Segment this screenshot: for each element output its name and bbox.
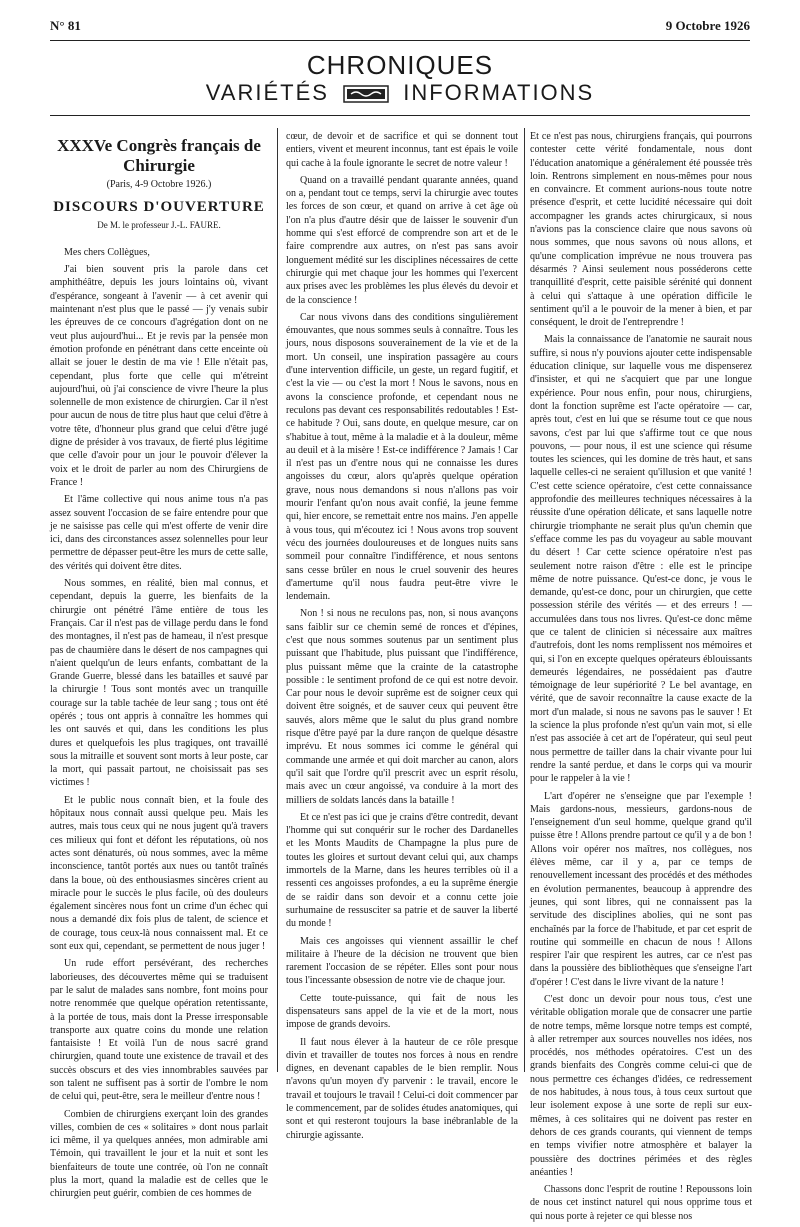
issue-date: 9 Octobre 1926 xyxy=(665,18,750,33)
masthead-subtitle xyxy=(0,80,800,106)
article-heading: DISCOURS D'OUVERTURE xyxy=(53,199,265,216)
column-2 xyxy=(286,130,518,1146)
paragraph: Combien de chirurgiens exerçant loin des grandes villes, combien de ces « solitaires » dont nous parlait ici même, il ya quelques années, mon admirable ami Témoin, qui travaillent le jour et la nuit et sont les bienfaiteurs de toute une contrée, où l'on ne connaît plus la mort, quand la maladie est de celles que le chirurgien peut guérir, combien de ces hommes de xyxy=(50,1108,268,1200)
paragraph: Car nous vivons dans des conditions singulièrement émouvantes, que nous sommes seuls à connaître. Tous les jours, nous disposons souverainement de la vie et de la mort. Un conseil, une inspiration passagère au cours d'une intervention difficile, un geste, un regard fugitif, et c'est la vie — ou c'est la mort ! Nous le savons, nous en avons la conscience profonde, et cependant nous ne reculons pas devant ces responsabilités redoutables ! Est-ce habitude ? Oui, sans doute, en quelque mesure, car on s'habitue à tout, même à la maladie et à la douleur, même au deuil et à la misère ! Est-ce indifférence ? Jamais ! Car il n'est pas un d'entre nous qui ne connaisse les dures angoisses du cœur, alors qu'après quelque opération grave, nous nous demandons si nous n'allons pas voir mourir l'enfant qu'on nous avait confié, la jeune femme qui, hier encore, se remettait entre nos mains. J'en appelle à vous tous, qui m'écoutez ici ! Nous avons trop souvent vécu des journées douloureuses et de longues nuits sans sommeil pour connaître l'indifférence, et nous sentons sans cesse brûler en nous le cruel souvenir des heures d'amertume qu'il nous faudra peut-être vivre le lendemain. xyxy=(286,311,518,603)
article-author: De M. le professeur J.-L. FAURE. xyxy=(97,219,221,230)
column-3 xyxy=(530,130,752,1227)
paragraph: Il faut nous élever à la hauteur de ce rôle presque divin et travailler de toutes nos forces à nous en rendre dignes, en devenant capables de le bien remplir. Nous n'avons qu'un moyen d'y parvenir : le travail, encore le travail et toujours le travail ! Celui-ci doit commencer par le commencement, par de solides études anatomiques, qui sont et qui resteront toujours la base inébranlable de la chirurgie agissante. xyxy=(286,1036,518,1141)
paragraph: Quand on a travaillé pendant quarante années, quand on a, pendant tout ce temps, servi la chirurgie avec toutes les forces de son cœur, et quand on arrive à cet âge où l'on n'a plus d'autre désir que de laisser le souvenir d'un homme qui s'est efforcé de comprendre son art et de le faire comprendre aux autres, on n'est pas sans avoir longuement médité sur les disciplines nécessaires de cette chirurgie qui met chaque jour les hommes qui l'exercent aux prises avec les problèmes les plus élevés du devoir et de la conscience ! xyxy=(286,174,518,306)
paragraph: Chassons donc l'esprit de routine ! Repoussons loin de nous cet instinct naturel qui nous opprime tous et qui nous porte à rejeter ce qui blesse nos xyxy=(530,1184,752,1222)
paragraph: Et l'âme collective qui nous anime tous n'a pas assez souvent l'occasion de se faire entendre pour que je ne saisisse pas celle qui m'est offerte de venir dire ici, dans des circonstances assez solennelles pour leur permettre de dépasser peut-être les murs de cette salle, des vérités qui doivent être dites. xyxy=(50,494,268,572)
top-line xyxy=(50,0,750,40)
salutation: Mes chers Collègues, xyxy=(64,246,150,258)
paragraph: J'ai bien souvent pris la parole dans cet amphithéâtre, depuis les jours lointains où, vivant d'espérance, songeant à l'avenir — à cet avenir qui maintenant n'est plus que le passé — j'y venais subir les épreuves de ce concours d'agrégation dont on ne veut plus aujourd'hui... Et je revis par la pensée mon émotion profonde en pénétrant dans cette enceinte où allait se jouer le destin de ma vie ! Elle n'était pas, cependant, plus forte que celle qui m'étreint aujourd'hui, où j'ai conscience de vivre l'heure la plus solennelle de mon existence de chirurgien. Car il n'est pour aucun de nous de titre plus haut que celui d'être à votre tête, d'honneur plus grand que celui d'être jugé digne de présider à vos travaux, de fierté plus légitime que celle d'avoir pour un jour le pouvoir d'élever la voix et le droit de parler au nom des Chirurgiens de France ! xyxy=(50,264,268,488)
paragraph: cœur, de devoir et de sacrifice et qui se donnent tout entiers, vivent et meurent inconnus, tant est épais le voile qui cache à la foule ignorante le secret de notre valeur ! xyxy=(286,131,518,169)
column-divider xyxy=(524,128,525,1072)
ornament-icon xyxy=(343,85,389,103)
paragraph: Et ce n'est pas nous, chirurgiens français, qui pourrons contester cette vérité fondamentale, nous dont l'éducation anatomique a généralement été poussée très loin. Rentrons simplement en nous-mêmes pour nous en convaincre. Et comment aurions-nous toute notre présence d'esprit, et cette lucidité nécessaire qui doit accompagner les grands actes chirurgicaux, si nous n'avions pas la conscience claire que nous savons où nous sommes, que nous savons où nous allons, et qu'une complication imprévue ne nous trouvera pas désarmés ? Ainsi seulement nous posséderons cette tranquillité d'esprit, cette paisible sérénité qui donnent à celui qui s'attaque à une opération difficile le sentiment qu'il a le pouvoir de la mener à bien, et par conséquent, le droit de l'entreprendre ! xyxy=(530,131,752,329)
paragraph: Mais la connaissance de l'anatomie ne saurait nous suffire, si nous n'y pouvions ajouter cette indispensable éducation clinique, sur laquelle vous me dispenserez d'insister, et qui ne s'acquiert que par une longue expérience. Pour nous enfin, pour nous, chirurgiens, dont la fonction suprême est l'acte opératoire — car, après tout, c'est en lui que se résume tout ce que nous savons, c'est par lui que s'affirme tout ce que nous pouvons, — pour nous, il est une science qui résume toutes les sciences, qui les domine de très haut, et sans laquelle celles-ci ne seraient qu'illusion et que vanité ! C'est cette science opératoire, c'est cette connaissance approfondie des meilleures techniques nécessaires à la réussite d'une opération délicate, et sans laquelle notre chirurgie triomphante ne serait plus qu'un chemin que s'efface comme les pas du voyageur au sable mouvant du désert ! Car cette science opératoire n'est pas seulement notre raison d'être : elle est le principe même de notre puissance. Qu'est-ce donc, je vous le demande, qu'est-ce donc, pour un chirurgien, que cette possession stérile des vérités — et des erreurs ! — accumulées dans tous nos livres. Qu'est-ce donc même que ce talent de clinicien si nécessaire aux maîtres d'autrefois, dont les noms remplissent nos mémoires et qui, si l'on en excepte quelques opérateurs éblouissants demeurés légendaires, ne possédaient pas d'autre témoignage de leur supériorité ? Le bel avantage, en vérité, que de savoir reconnaître la cause exacte de la mort d'un malade, si nous ne savons pas le sauver ! Et la science la plus profonde n'est qu'un vain mot, si elle n'est pas associée à cet art de l'opérateur, qui seul peut nous permettre de tailler dans la chair vivante pour lui rendre la santé perdue, et dans le corps qui va mourir pour le rappeler à la vie ! xyxy=(530,334,752,785)
paragraph: Non ! si nous ne reculons pas, non, si nous avançons sans faiblir sur ce chemin semé de ronces et d'épines, c'est que nous sommes soutenus par un sentiment plus puissant que l'habitude, plus puissant que l'indifférence, plus puissant même que la crainte de la catastrophe possible : le sentiment profond de ce qui est notre devoir. Car pour nous le devoir suprême est de soigner ceux qui doivent être soignés, et de sauver ceux qui peuvent être sauvés, alors même que le salut du plus grand nombre risque d'être payé par la dure rançon de quelque désastre imprévu. Et nous sommes ici comme le général qui commande une armée et qui doit marcher au canon, alors qu'il sait que l'ordre qu'il prescrit avec un esprit résolu, mais avec un cœur angoissé, va conduire à la mort des milliers de soldats lancés dans la bataille ! xyxy=(286,608,518,806)
paragraph: Mais ces angoisses qui viennent assaillir le chef militaire à l'heure de la décision ne trouvent que bien rarement l'occasion de se répéter. Elles sont pour nous tous l'incessante obsession de notre vie de chaque jour. xyxy=(286,935,518,987)
masthead xyxy=(0,50,800,81)
header-rule xyxy=(50,40,750,41)
masthead-left-word: VARIÉTÉS xyxy=(205,80,329,105)
column-1 xyxy=(50,130,268,1205)
paragraph: L'art d'opérer ne s'enseigne que par l'exemple ! Mais gardons-nous, messieurs, gardons-nous de l'enseignement d'un seul homme, quelque grand qu'il puisse être ! Allons prendre partout ce qu'il y a de bon ! Allons voir opérer nos maîtres, nos collègues, nos élèves même, car il y a, par ce temps de renouvellement incessant des procédés et des méthodes en évolution permanentes, beaucoup à apprendre des jeunes, qui sont libres, qui ne connaissent pas la servitude des disciplines abolies, qui ne sont pas enchaînés par la force de l'habitude, et par cet esprit de routine qui sommeille en chacun de nous ! Allons respirer l'air que respirent les autres, car ce n'est pas dans la poussière des bibliothèques que s'enseigne l'art d'opérer ! C'est dans le livre vivant de la nature ! xyxy=(530,790,752,988)
congress-title: XXXVe Congrès français de Chirurgie xyxy=(57,136,261,175)
paragraph: Nous sommes, en réalité, bien mal connus, et cependant, depuis la guerre, les bienfaits de la chirurgie ont pénétré l'âme entière de tous les Français. Car il n'est pas de village perdu dans le fond des montagnes, il n'est pas de hameau, il n'est presque pas de chaumière dans le désert de nos campagnes qui n'aient quelqu'un de leurs enfants, combattant de la Grande Guerre, blessé dans les batailles et sauvé par la chirurgie ! Tous sont montés avec un tranquille courage sur la table tachée de leur sang ; tous ont été opérés ; tous ont appris à connaître les hommes qui les ont sauvés et qui, dans les conditions les plus dures et quelquefois les plus tragiques, ont travaillé sous la mitraille et souvent sont morts à leur poste, car la mort, qui passait partout, ne choisissait pas ses victimes ! xyxy=(50,578,268,789)
masthead-title: CHRONIQUES xyxy=(306,50,494,80)
masthead-right-word: INFORMATIONS xyxy=(403,80,595,105)
column-divider xyxy=(277,128,278,1072)
paragraph: C'est donc un devoir pour nous tous, c'est une véritable obligation morale que de consacrer une partie de notre temps, même lorsque notre temps est compté, à aller retremper aux sources nouvelles nos idées, nos procédés, nos méthodes opératoires. C'est un des grands bienfaits des Congrès comme celui-ci que de nous permettre ces échanges d'idées, ce redressement de nos habitudes, à nous tous, à tous ceux surtout que leur isolement expose à une sorte de repli sur eux-mêmes, à ces solitaires qui ne doivent pas rester en dehors de ces grands courants, qui viennent de temps en temps vivifier notre atmosphère et balayer la poussière des doctrines périmées et des règles anéanties ! xyxy=(530,994,752,1178)
issue-number: N° 81 xyxy=(50,18,81,33)
paragraph: Et ce n'est pas ici que je crains d'être contredit, devant l'homme qui sut conquérir sur le rocher des Dardanelles et les Monts Maudits de Champagne la plus pure de toutes les gloires et surtout devant celui qui, aux champs immortels de la Marne, dans les heures terribles où il a ressenti ces angoisses profondes, a eu la suprême énergie de se raidir dans son devoir et a connu cette joie surhumaine de ressusciter sa patrie et de sauver la liberté du monde ! xyxy=(286,811,518,930)
paragraph: Cette toute-puissance, qui fait de nous les dispensateurs sans appel de la vie et de la mort, nous impose de grands devoirs. xyxy=(286,992,518,1031)
congress-location: (Paris, 4-9 Octobre 1926.) xyxy=(106,179,212,190)
masthead-rule xyxy=(50,115,750,116)
paragraph: Un rude effort persévérant, des recherches laborieuses, des découvertes même qui se traduisent par le salut de malades sans nombre, font moins pour notre renommée que quelque opération retentissante, à la portée de tous, mais dont la Presse irresponsable transporte aux quatre coins du monde une relation fantaisiste ! Et voilà l'un de nous sacré grand chirurgien, quand toute une existence de travail et des succès obscurs et des vies innombrables sauvées par son talent ne suffisent pas à sortir de l'ombre le nom de celui qui, peut-être, sera le meilleur d'entre nous ! xyxy=(50,958,268,1103)
paragraph: Et le public nous connaît bien, et la foule des hôpitaux nous connaît aussi quelque peu. Mais les autres, mais tous ceux qui ne nous jugent qu'à travers ces milieux qui font et défont les réputations, où nos actes sont dénaturés, où nous sommes, avec la même inconscience, tantôt portés aux nues ou tantôt traînés dans la boue, où des enthousiasmes sincères crient au miracle pour le succès le plus facile, où des douleurs également sincères nous font un crime d'un échec qui nous a demandé dix fois plus de talent, de science et de courage, tous ceux-là nous connaissent mal. Et ce sont eux qui, cependant, se permettent de nous juger ! xyxy=(50,794,268,953)
